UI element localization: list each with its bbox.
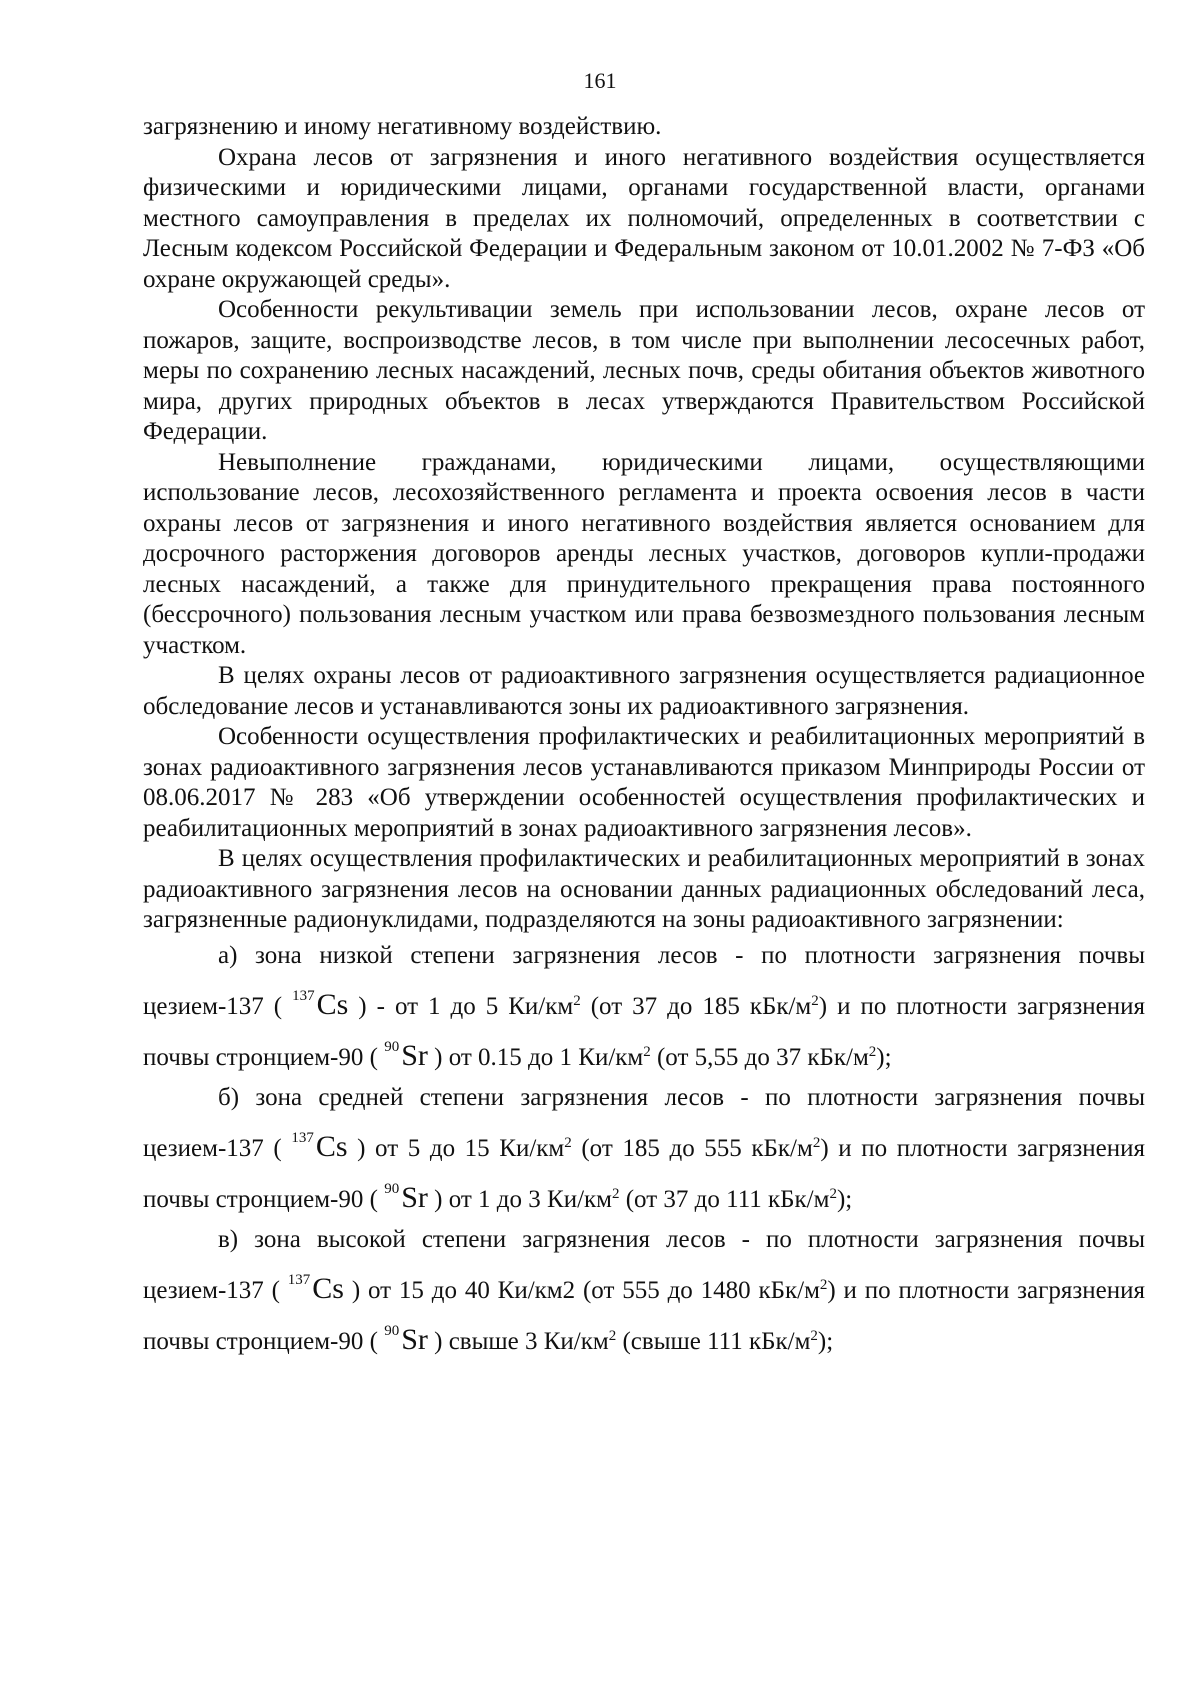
zone-high: в) зона высокой степени загрязнения лесов - по плотности загрязнения почвы цезием-137 ( $^{137}$Cs ) от 15 до 40 Ки/км2 (от 555 до 1480 кБк/$м^2$) и по плотности загрязнения почвы стронцием-90 ( $^{90}$Sr ) свыше 3 $Ки/км^2$ (свыше 111 кБк/$м^2$); [143,1225,1146,1356]
paragraph-continuation: загрязнению и иному негативному воздействию. [143,113,662,140]
zone-low: а) зона низкой степени загрязнения лесов - по плотности загрязнения почвы цезием-137 ( $^{137}$Cs ) - от 1 до 5 $Ки/км^2$ (от 37 до 185 кБк/$м^2$) и по плотности загрязнения почвы стронцием-90 ( $^{90}$Sr ) от 0.15 до 1 $Ки/км^2$ (от 5,55 до 37 кБк/$м^2$); [143,941,1145,1072]
cesium-isotope: $^{137}$Cs [292,987,349,1021]
paragraph-rehabilitation-order: Особенности осуществления профилактических и реабилитационных мероприятий в зонах радиоактивного загрязнения лесов устанавливаются приказом Минприроды России от 08.06.2017 № 283 «Об утверждении особенностей осуществления профилактических и реабилитационных мероприятий в зонах радиоактивного загрязнения лесов». [143,723,1145,842]
page-number: 161 [583,68,617,93]
strontium-isotope: $^{90}$Sr [384,1038,428,1072]
document-body [143,112,1145,1362]
strontium-isotope: $^{90}$Sr [384,1322,428,1356]
cesium-isotope: $^{137}$Cs [287,1271,344,1305]
paragraph-land-recultivation: Особенности рекультивации земель при использовании лесов, охране лесов от пожаров, защите, воспроизводстве лесов, в том числе при выполнении лесосечных работ, меры по сохранению лесных насаждений, лесных почв, среды обитания объектов животного мира, других природных объектов в лесах утверждаются Правительством Российской Федерации. [143,296,1145,445]
zone-medium: б) зона средней степени загрязнения лесов - по плотности загрязнения почвы цезием-137 ( $^{137}$Cs ) от 5 до 15 $Ки/км^2$ (от 185 до 555 кБк/$м^2$) и по плотности загрязнения почвы стронцием-90 ( $^{90}$Sr ) от 1 до 3 $Ки/км^2$ (от 37 до 111 кБк/$м^2$); [143,1083,1146,1214]
paragraph-non-compliance: Невыполнение гражданами, юридическими лицами, осуществляющими использование лесов, лесохозяйственного регламента и проекта освоения лесов в части охраны лесов от загрязнения и иного негативного воздействия является основанием для досрочного расторжения договоров аренды лесных участков, договоров купли-продажи лесных насаждений, а также для принудительного прекращения права постоянного (бессрочного) пользования лесным участком или права безвозмездного пользования лесным участком. [143,448,1145,659]
cesium-isotope: $^{137}$Cs [291,1129,348,1163]
paragraph-forest-protection: Охрана лесов от загрязнения и иного негативного воздействия осуществляется физическими и юридическими лицами, органами государственной власти, органами местного самоуправления в пределах их полномочий, определенных в соответствии с Лесным кодексом Российской Федерации и Федеральным законом от 10.01.2002 № 7-ФЗ «Об охране окружающей среды». [143,143,1145,293]
strontium-isotope: $^{90}$Sr [384,1180,428,1214]
paragraph-radiation-survey: В целях охраны лесов от радиоактивного загрязнения осуществляется радиационное обследование лесов и устанавливаются зоны их радиоактивного загрязнения. [143,662,1145,720]
paragraph-zone-classification: В целях осуществления профилактических и реабилитационных мероприятий в зонах радиоактивного загрязнения лесов на основании данных радиационных обследований леса, загрязненные радионуклидами, подразделяются на зоны радиоактивного загрязнении: [143,845,1145,933]
